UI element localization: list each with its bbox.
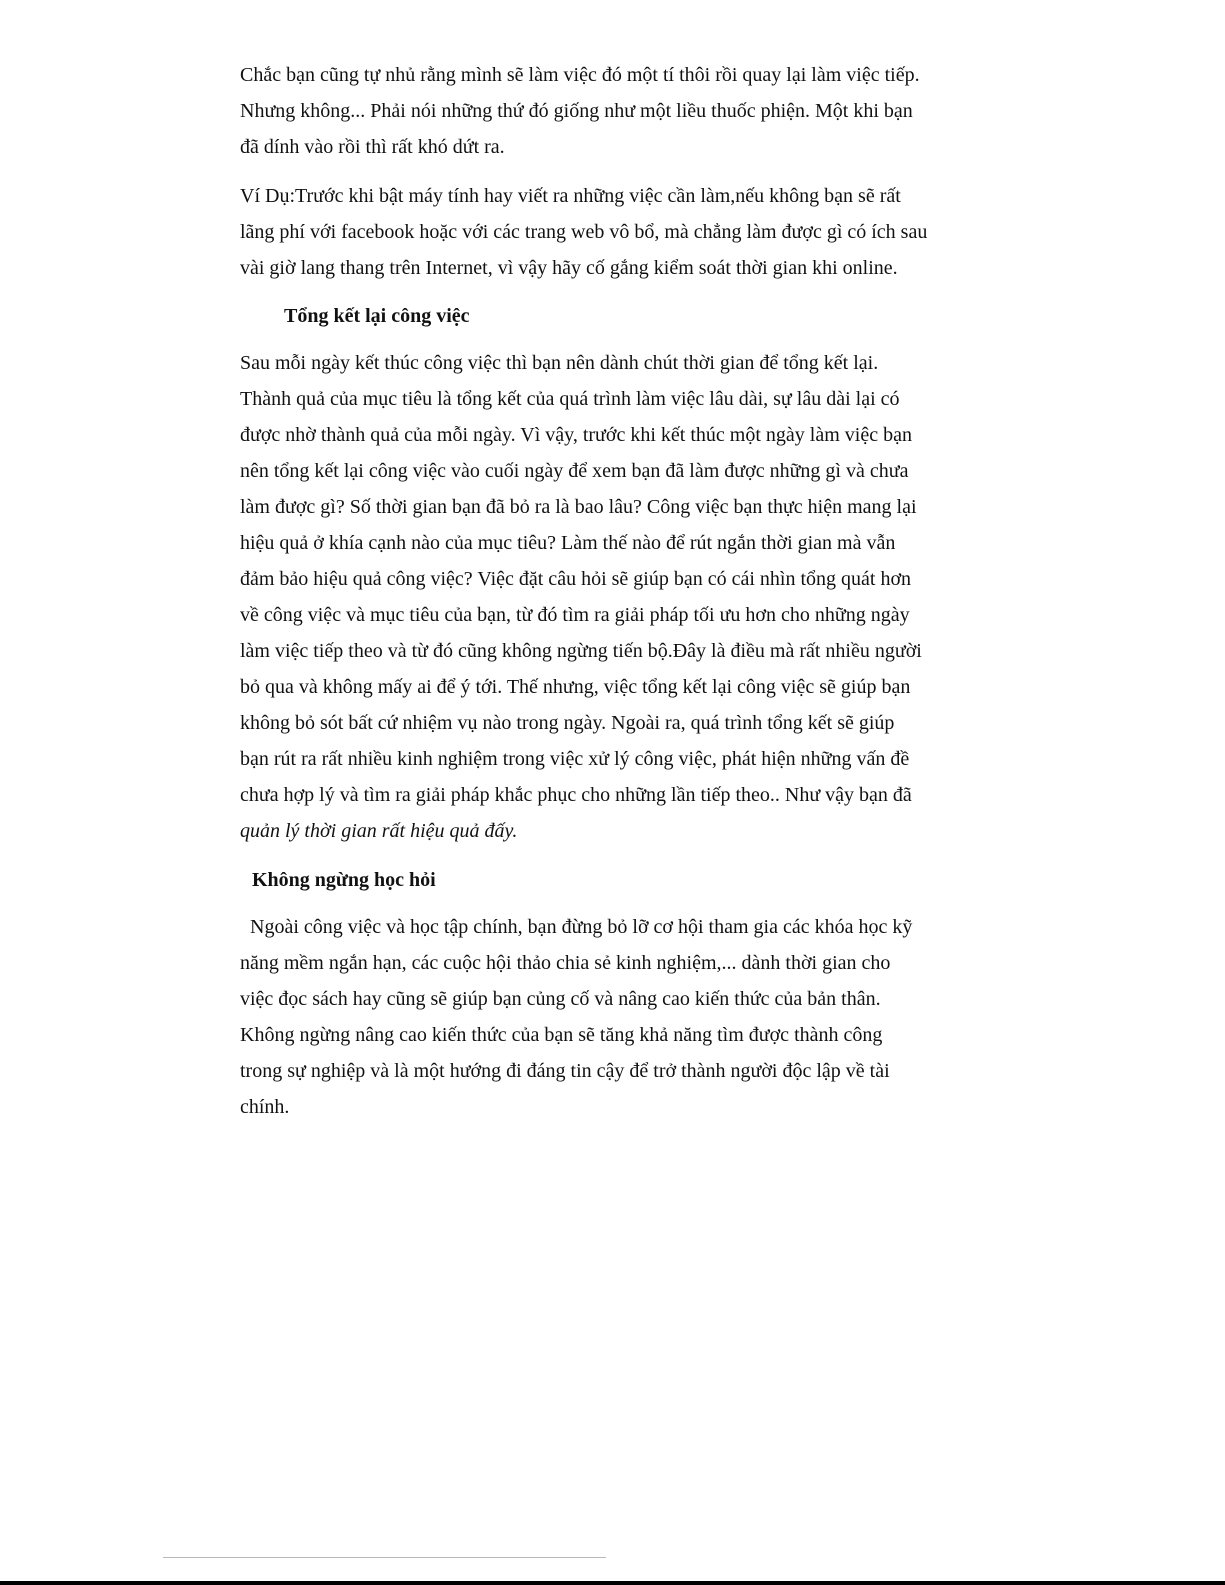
- paragraph-2-line: Ví Dụ:Trước khi bật máy tính hay viết ra những việc cần làm,nếu không bạn sẽ rất: [240, 185, 901, 207]
- paragraph-4-line: năng mềm ngắn hạn, các cuộc hội thảo chia sẻ kinh nghiệm,... dành thời gian cho: [240, 952, 891, 974]
- paragraph-1-line: Chắc bạn cũng tự nhủ rằng mình sẽ làm việc đó một tí thôi rồi quay lại làm việc tiếp.: [240, 64, 920, 86]
- footnote-separator: [163, 1557, 606, 1558]
- paragraph-3-italic-line: quản lý thời gian rất hiệu quả đấy.: [240, 820, 518, 842]
- paragraph-3-line: được nhờ thành quả của mỗi ngày. Vì vậy, trước khi kết thúc một ngày làm việc bạn: [240, 424, 912, 446]
- paragraph-1-line: Nhưng không... Phải nói những thứ đó giống như một liều thuốc phiện. Một khi bạn: [240, 100, 913, 122]
- page-bottom-edge: [0, 1581, 1225, 1585]
- paragraph-3-line: nên tổng kết lại công việc vào cuối ngày để xem bạn đã làm được những gì và chưa: [240, 460, 909, 482]
- section-heading-learning: Không ngừng học hỏi: [252, 869, 436, 891]
- paragraph-2-line: lãng phí với facebook hoặc với các trang web vô bổ, mà chẳng làm được gì có ích sau: [240, 221, 928, 243]
- paragraph-4-line: Không ngừng nâng cao kiến thức của bạn sẽ tăng khả năng tìm được thành công: [240, 1024, 883, 1046]
- paragraph-1-line: đã dính vào rồi thì rất khó dứt ra.: [240, 136, 505, 158]
- paragraph-3-line: hiệu quả ở khía cạnh nào của mục tiêu? Làm thế nào để rút ngắn thời gian mà vẫn: [240, 532, 896, 554]
- paragraph-4-line: Ngoài công việc và học tập chính, bạn đừng bỏ lỡ cơ hội tham gia các khóa học kỹ: [250, 916, 913, 938]
- section-heading-summary: Tổng kết lại công việc: [284, 305, 470, 327]
- paragraph-4-line: chính.: [240, 1096, 290, 1118]
- paragraph-3-line: bỏ qua và không mấy ai để ý tới. Thế nhưng, việc tổng kết lại công việc sẽ giúp bạn: [240, 676, 911, 698]
- paragraph-3-line: Sau mỗi ngày kết thúc công việc thì bạn nên dành chút thời gian để tổng kết lại.: [240, 352, 879, 374]
- paragraph-4-line: trong sự nghiệp và là một hướng đi đáng tin cậy để trở thành người độc lập về tài: [240, 1060, 890, 1082]
- paragraph-3-line: chưa hợp lý và tìm ra giải pháp khắc phục cho những lần tiếp theo.. Như vậy bạn đã: [240, 784, 912, 806]
- paragraph-3-line: Thành quả của mục tiêu là tổng kết của quá trình làm việc lâu dài, sự lâu dài lại có: [240, 388, 900, 410]
- paragraph-3-line: không bỏ sót bất cứ nhiệm vụ nào trong ngày. Ngoài ra, quá trình tổng kết sẽ giúp: [240, 712, 895, 734]
- paragraph-3-line: làm được gì? Số thời gian bạn đã bỏ ra là bao lâu? Công việc bạn thực hiện mang lại: [240, 496, 917, 518]
- paragraph-3-line: bạn rút ra rất nhiều kinh nghiệm trong việc xử lý công việc, phát hiện những vấn đề: [240, 748, 910, 770]
- paragraph-3-line: làm việc tiếp theo và từ đó cũng không ngừng tiến bộ.Đây là điều mà rất nhiều người: [240, 640, 922, 662]
- paragraph-3-line: đảm bảo hiệu quả công việc? Việc đặt câu hỏi sẽ giúp bạn có cái nhìn tổng quát hơn: [240, 568, 912, 590]
- paragraph-3-line: về công việc và mục tiêu của bạn, từ đó tìm ra giải pháp tối ưu hơn cho những ngày: [240, 604, 910, 626]
- paragraph-2-line: vài giờ lang thang trên Internet, vì vậy hãy cố gắng kiểm soát thời gian khi online.: [240, 257, 898, 279]
- paragraph-4-line: việc đọc sách hay cũng sẽ giúp bạn củng cố và nâng cao kiến thức của bản thân.: [240, 988, 881, 1010]
